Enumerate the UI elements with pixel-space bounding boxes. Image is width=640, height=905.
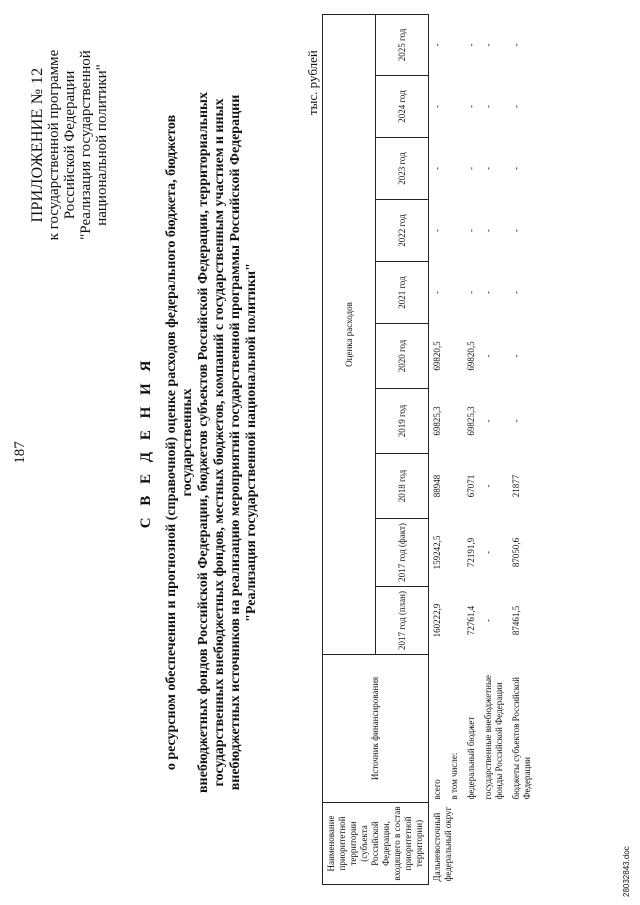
value-cell: [446, 454, 463, 519]
value-cell: -: [466, 43, 476, 47]
value-cell: 69820,5: [432, 341, 442, 371]
header-year: 2025 год: [376, 14, 429, 75]
heading-line: внебюджетных источников на реализацию мероприятий государственной программы Российской Федерации: [228, 94, 243, 791]
value-cell: -: [483, 419, 493, 423]
value-cell: -: [483, 167, 493, 170]
value-cell: [446, 14, 463, 75]
value-cell: -: [432, 229, 442, 232]
appendix-line: национальной политики": [94, 64, 110, 226]
value-cell: 72191,9: [466, 537, 476, 568]
table-row: [429, 14, 447, 884]
territory-cell: Дальневосточный федеральный округ: [432, 806, 453, 882]
value-cell: 159242,5: [432, 535, 442, 570]
header-year: 2020 год: [376, 324, 429, 389]
value-cell: -: [432, 43, 442, 47]
value-cell: 87461,5: [511, 605, 521, 636]
source-cell: всего: [432, 779, 442, 800]
heading-line: "Реализация государственной национальной политики": [244, 263, 259, 622]
source-cell: федеральный бюджет: [466, 716, 476, 800]
appendix-block: [30, 35, 110, 255]
header-estimate: Оценка расходов: [323, 14, 376, 654]
value-cell: -: [511, 419, 521, 423]
header-year: 2019 год: [376, 389, 429, 454]
header-year: 2017 год (план): [376, 587, 429, 655]
value-cell: 72761,4: [466, 605, 476, 636]
source-cell: бюджеты субъектов Российской Федерации: [511, 677, 532, 800]
value-cell: -: [483, 43, 493, 47]
table-row: [480, 14, 508, 884]
value-cell: -: [483, 619, 493, 622]
value-cell: 87050,6: [511, 537, 521, 568]
value-cell: 69825,3: [432, 406, 442, 436]
value-cell: 21877: [511, 474, 521, 498]
value-cell: -: [432, 167, 442, 170]
appendix-line: к государственной программе: [46, 49, 62, 241]
page-number: 187: [12, 441, 28, 464]
value-cell: -: [466, 291, 476, 294]
value-cell: -: [511, 291, 521, 294]
value-cell: [446, 587, 463, 655]
heading-line: о ресурсном обеспечении и прогнозной (справочной) оценке расходов федерального бюджета, бюджетов государственных: [164, 114, 195, 771]
value-cell: -: [466, 229, 476, 232]
appendix-line: Российской Федерации: [62, 70, 78, 220]
footer-filename: 28032843.doc: [622, 846, 631, 897]
value-cell: -: [466, 167, 476, 170]
value-cell: -: [466, 105, 476, 108]
source-cell: в том числе:: [449, 752, 459, 800]
heading-line: государственных внебюджетных фондов, местных бюджетов, компаний с государственным участием и иных: [212, 98, 227, 787]
value-cell: [446, 324, 463, 389]
value-cell: -: [483, 291, 493, 294]
value-cell: -: [432, 105, 442, 108]
value-cell: -: [483, 105, 493, 108]
header-year: 2017 год (факт): [376, 519, 429, 587]
header-year: 2023 год: [376, 138, 429, 200]
value-cell: [446, 138, 463, 200]
value-cell: 67071: [466, 474, 476, 498]
source-cell: государственные внебюджетные фонды Российской Федерации: [483, 675, 504, 800]
header-year: 2018 год: [376, 454, 429, 519]
value-cell: -: [511, 105, 521, 108]
value-cell: -: [483, 484, 493, 488]
table-row: [446, 14, 463, 884]
value-cell: 69825,3: [466, 406, 476, 436]
document-heading: [138, 75, 260, 810]
header-year: 2022 год: [376, 200, 429, 262]
table-row: [463, 14, 480, 884]
value-cell: 160222,9: [432, 603, 442, 638]
appendix-title: ПРИЛОЖЕНИЕ № 12: [29, 67, 46, 223]
header-year: 2021 год: [376, 262, 429, 324]
value-cell: 88948: [432, 474, 442, 498]
value-cell: -: [511, 229, 521, 232]
value-cell: -: [483, 229, 493, 232]
value-cell: -: [432, 291, 442, 294]
heading-line: внебюджетных фондов Российской Федерации, бюджетов субъектов Российской Федерации, территориальных: [196, 92, 211, 794]
header-source: Источник финансирования: [323, 655, 429, 803]
heading-title: С В Е Д Е Н И Я: [138, 356, 154, 529]
value-cell: [446, 519, 463, 587]
table-row: [508, 14, 536, 884]
value-cell: [446, 200, 463, 262]
header-territory: Наименование приоритетной территории (субъекта Российской Федерации, входящего в состав приоритетной территории): [323, 803, 429, 885]
value-cell: -: [511, 354, 521, 358]
value-cell: [446, 76, 463, 138]
value-cell: 69820,5: [466, 341, 476, 371]
header-year: 2024 год: [376, 76, 429, 138]
expenses-table: [322, 14, 536, 885]
value-cell: [446, 389, 463, 454]
value-cell: -: [511, 43, 521, 47]
value-cell: -: [511, 167, 521, 170]
value-cell: -: [483, 551, 493, 554]
appendix-line: "Реализация государственной: [78, 50, 94, 240]
units-label: тыс. рублей: [305, 50, 320, 115]
value-cell: [446, 262, 463, 324]
value-cell: -: [483, 354, 493, 358]
